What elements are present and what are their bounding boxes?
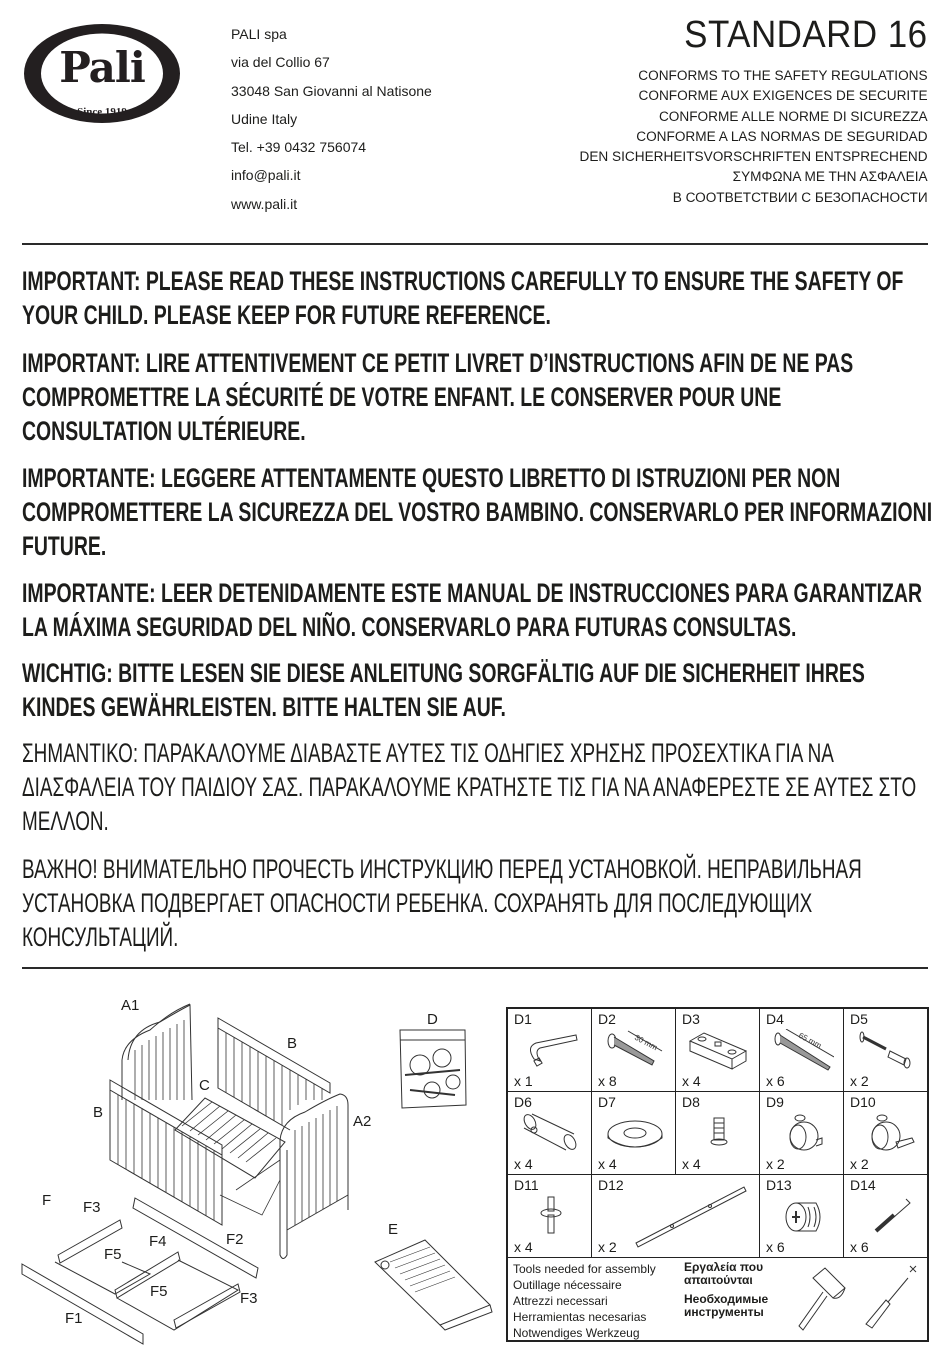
warning-text: WICHTIG: BITTE LESEN SIE DIESE ANLEITUNG SORGFÄLTIG AUF DIE SICHERHEIT IHRES KINDES GEWÄHRLEISTEN. BITTE HALTEN SIE AUF. (22, 658, 865, 722)
part-cell-d6 (507, 1092, 592, 1175)
part-qty: x 4 (514, 1156, 533, 1172)
tools-row (507, 1258, 928, 1342)
tools-el-2: απαιτούνται (684, 1273, 753, 1287)
headboard-a1-icon (122, 1004, 192, 1100)
instruction-booklet-e-icon (375, 1240, 492, 1330)
part-id: D5 (850, 1011, 868, 1027)
warning-el (22, 736, 918, 838)
drawer-parts-f-icon (22, 1198, 258, 1344)
warning-text: IMPORTANTE: LEER DETENIDAMENTE ESTE MANUAL DE INSTRUCCIONES PARA GARANTIZAR LA MÁXIMA SEGURIDAD DEL NIÑO. CONSERVARLO PARA FUTURAS CONSULTAS. (22, 578, 923, 642)
barrel-nut-icon (520, 1112, 582, 1156)
company-address (231, 20, 432, 218)
conformity-it: CONFORME ALLE NORME DI SICUREZZA (659, 108, 928, 125)
cam-bolt-icon (856, 1195, 918, 1239)
part-cell-d12 (592, 1175, 760, 1258)
part-qty: x 8 (598, 1073, 617, 1089)
label-a2: A2 (353, 1113, 372, 1130)
part-cell-d1 (507, 1008, 592, 1092)
side-panel-b-front-icon (110, 1080, 222, 1225)
logo-brand: Pali (59, 43, 145, 92)
pin-icon (520, 1195, 582, 1239)
part-cell-d3 (676, 1008, 760, 1092)
email[interactable]: info@pali.it (231, 167, 301, 184)
parts-row (507, 1092, 928, 1175)
website[interactable]: www.pali.it (231, 195, 298, 212)
part-qty: x 2 (766, 1156, 785, 1172)
hardware-bag-d-icon (400, 1030, 466, 1108)
part-qty: x 6 (766, 1239, 785, 1255)
warning-text: IMPORTANTE: LEGGERE ATTENTAMENTE QUESTO LIBRETTO DI ISTRUZIONI PER NON COMPROMETTERE LA SICUREZZA DEL VOSTRO BAMBINO. CONSERVARLO PER INFORMAZIONI FUTURE. (22, 463, 933, 561)
svg-text:30 mm: 30 mm (633, 1032, 659, 1053)
part-qty: x 4 (682, 1073, 701, 1089)
tools-fr: Outillage nécessaire (513, 1278, 622, 1292)
caster-wheel-brake-icon (856, 1112, 918, 1156)
allen-key-icon (520, 1029, 582, 1073)
bottom-divider (22, 967, 928, 969)
short-screw-icon (688, 1112, 750, 1156)
warning-text: ΣΗΜΑΝΤΙΚΟ: ΠΑΡΑΚΑΛΟΥΜΕ ΔΙΑΒΑΣΤΕ ΑΥΤΕΣ ΤΙΣ ΟΔΗΓΙΕΣ ΧΡΗΣΗΣ ΠΡΟΣΕΧΤΙΚΑ ΓΙΑ ΝΑ ΔΙΑΣΦΑΛΕΙΑ ΤΟΥ ΠΑΙΔΙΟΥ ΣΑΣ. ΠΑΡΑΚΑΛΟΥΜΕ ΚΡΑΤΗΣΤΕ ΤΙΣ ΓΙΑ ΝΑ ΑΝΑΦΕΡΕΣΤΕ ΣΕ ΑΥΤΕΣ ΣΤΟ ΜΕΛΛΟΝ. (22, 738, 917, 836)
postal-city: 33048 San Giovanni al Natisone (231, 82, 432, 99)
label-b-front: B (93, 1104, 104, 1121)
label-f: F (42, 1192, 52, 1209)
conformity-ru: В СООТВЕТСТВИИ С БЕЗОПАСНОСТИ (673, 189, 928, 206)
warning-text: IMPORTANT: LIRE ATTENTIVEMENT CE PETIT LIVRET D’INSTRUCTIONS AFIN DE NE PAS COMPROMETTRE LA SÉCURITÉ DE VOTRE ENFANT. LE CONSERVER POUR UNE CONSULTATION ULTÉRIEURE. (22, 348, 854, 446)
conformity-list (565, 66, 928, 208)
part-id: D7 (598, 1094, 616, 1110)
part-cell-d2 (592, 1008, 676, 1092)
conformity-de: DEN SICHERHEITSVORSCHRIFTEN ENTSPRECHEND (579, 149, 928, 166)
part-qty: x 4 (682, 1156, 701, 1172)
tools-ru-1: Необходимые (684, 1292, 769, 1306)
label-a1: A1 (121, 997, 140, 1014)
part-id: D2 (598, 1011, 616, 1027)
part-cell-d8 (676, 1092, 760, 1175)
label-f4: F4 (149, 1233, 167, 1250)
part-id: D1 (514, 1011, 532, 1027)
part-cell-d4 (760, 1008, 844, 1092)
label-f1: F1 (65, 1310, 83, 1327)
warning-text: ВАЖНО! ВНИМАТЕЛЬНО ПРОЧЕСТЬ ИНСТРУКЦИЮ ПЕРЕД УСТАНОВКОЙ. НЕПРАВИЛЬНАЯ УСТАНОВКА ПОДВЕРГАЕТ ОПАСНОСТИ РЕБЕНКА. СОХРАНЯТЬ ДЛЯ ПОСЛЕДУЮЩИХ КОНСУЛЬТАЦИЙ. (22, 854, 862, 952)
warning-text: IMPORTANT: PLEASE READ THESE INSTRUCTIONS CAREFULLY TO ENSURE THE SAFETY OF YOUR CHILD. PLEASE KEEP FOR FUTURE REFERENCE. (22, 266, 904, 330)
warning-ru (22, 852, 925, 954)
conformity-es: CONFORME A LAS NORMAS DE SEGURIDAD (636, 128, 928, 145)
tools-de: Notwendiges Werkzeug (513, 1326, 640, 1340)
part-qty: x 2 (850, 1156, 869, 1172)
part-cell-d13 (760, 1175, 844, 1258)
side-panel-b-back-icon (218, 1018, 330, 1130)
model-title: STANDARD 16 (684, 14, 928, 56)
hardware-parts-table (506, 1007, 929, 1342)
part-cell-d9 (760, 1092, 844, 1175)
tools-en: Tools needed for assembly (513, 1262, 656, 1276)
mallet-icon (793, 1264, 853, 1336)
parts-row (507, 1008, 928, 1092)
logo-tagline: Since 1919 (77, 106, 127, 118)
tools-it: Attrezzi necessari (513, 1294, 608, 1308)
part-cell-d10 (844, 1092, 929, 1175)
label-f3-top: F3 (83, 1199, 101, 1216)
bolt-30mm-icon (604, 1029, 666, 1073)
tools-el-1: Εργαλεία που (684, 1260, 764, 1274)
part-qty: x 2 (598, 1239, 617, 1255)
screwdriver-icon (858, 1264, 918, 1336)
part-qty: x 2 (850, 1073, 869, 1089)
part-id: D11 (514, 1177, 539, 1193)
caster-wheel-icon (772, 1112, 834, 1156)
company-name: PALI spa (231, 26, 287, 42)
bolt-65mm-icon (772, 1029, 834, 1073)
label-e: E (388, 1221, 399, 1238)
part-id: D6 (514, 1094, 532, 1110)
phone: Tel. +39 0432 756074 (231, 139, 367, 156)
label-b-back: B (287, 1035, 298, 1052)
metal-bar-icon (632, 1183, 752, 1251)
conformity-fr: CONFORME AUX EXIGENCES DE SECURITE (638, 88, 928, 105)
pali-logo (22, 22, 182, 125)
tools-list (513, 1261, 656, 1341)
part-id: D10 (850, 1094, 876, 1110)
tools-needed-cell (507, 1258, 928, 1342)
warning-fr (22, 346, 936, 448)
top-divider (22, 243, 928, 245)
warning-es (22, 576, 936, 644)
part-qty: x 1 (514, 1073, 533, 1089)
svg-text:65 mm: 65 mm (797, 1030, 823, 1051)
screw-and-barrel-nut-icon (856, 1029, 918, 1073)
part-qty: x 6 (766, 1073, 785, 1089)
street: via del Collio 67 (231, 54, 330, 71)
label-f5-top: F5 (104, 1246, 122, 1263)
conformity-en: CONFORMS TO THE SAFETY REGULATIONS (638, 68, 928, 84)
part-qty: x 4 (598, 1156, 617, 1172)
tools-list-el-ru (684, 1261, 768, 1319)
part-qty: x 4 (514, 1239, 533, 1255)
part-id: D14 (850, 1177, 876, 1193)
part-cell-d14 (844, 1175, 929, 1258)
label-f5-bottom: F5 (150, 1283, 168, 1300)
mattress-base-c-icon (175, 1098, 285, 1215)
warning-de (22, 656, 936, 724)
parts-row (507, 1175, 928, 1258)
part-cell-d5 (844, 1008, 929, 1092)
part-id: D12 (598, 1177, 624, 1193)
part-id: D4 (766, 1011, 784, 1027)
tools-ru-2: инструменты (684, 1305, 764, 1319)
warning-it (22, 461, 936, 563)
label-c: C (199, 1077, 210, 1094)
part-cell-d7 (592, 1092, 676, 1175)
label-f2: F2 (226, 1231, 244, 1248)
warning-en (22, 264, 936, 332)
connector-block-icon (688, 1029, 750, 1073)
part-id: D8 (682, 1094, 700, 1110)
footboard-a2-icon (280, 1094, 348, 1259)
part-cell-d11 (507, 1175, 592, 1258)
part-id: D3 (682, 1011, 700, 1027)
label-f3-bottom: F3 (240, 1290, 258, 1307)
washer-icon (604, 1112, 666, 1156)
label-d: D (427, 1011, 438, 1028)
tools-es: Herramientas necesarias (513, 1310, 647, 1324)
conformity-el: ΣΥΜΦΩΝΑ ΜΕ ΤΗΝ ΑΣΦΑΛΕΙΑ (733, 169, 928, 186)
part-qty: x 6 (850, 1239, 869, 1255)
region-country: Udine Italy (231, 110, 298, 127)
part-id: D9 (766, 1094, 784, 1110)
part-id: D13 (766, 1177, 792, 1193)
cam-lock-icon (772, 1195, 834, 1239)
